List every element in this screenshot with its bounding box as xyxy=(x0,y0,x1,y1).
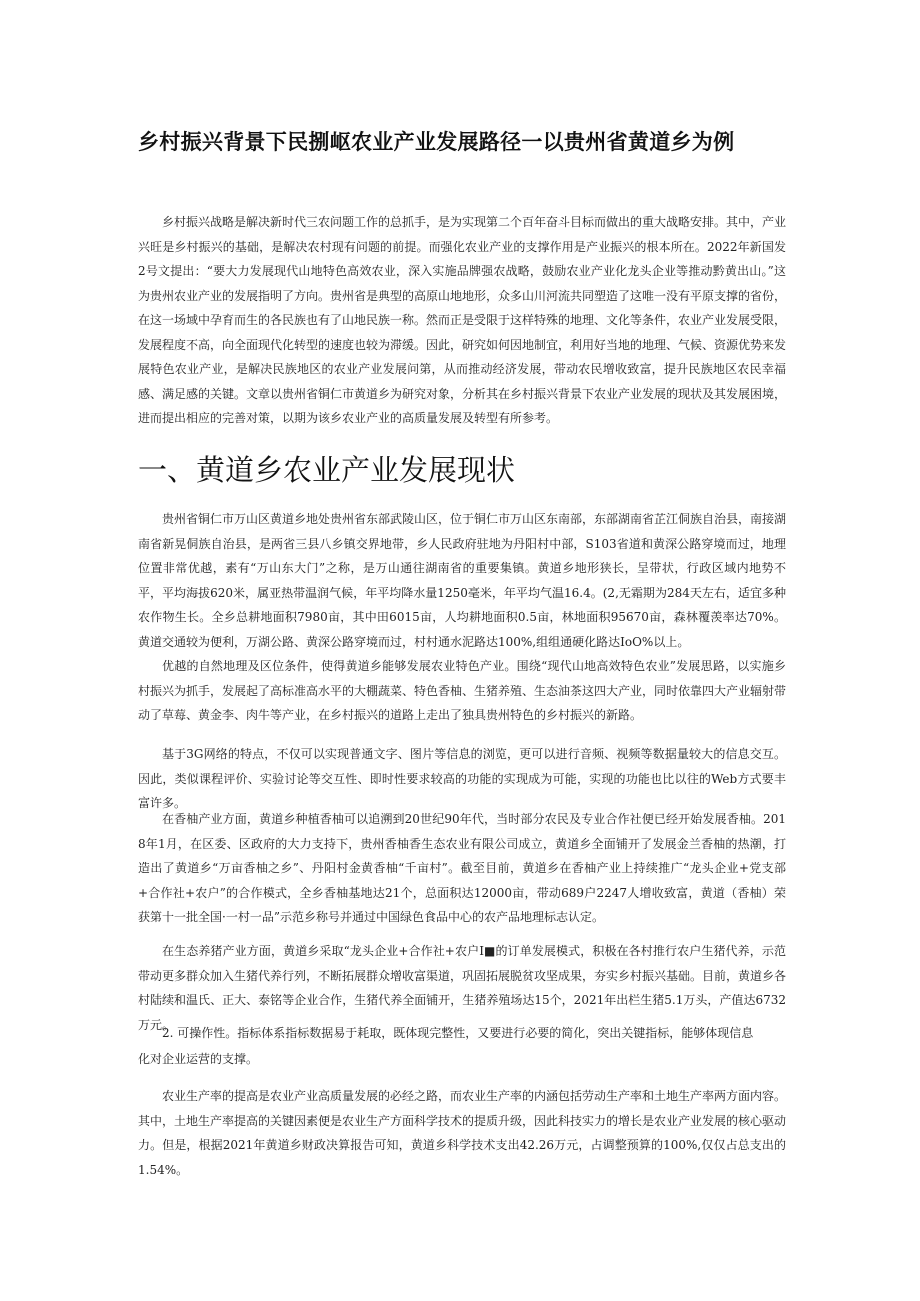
intro-paragraph: 乡村振兴战略是解决新时代三农问题工作的总抓手，是为实现第二个百年奋斗目标而做出的重大战略安排。其中，产业兴旺是乡村振兴的基础，是解决农村现有问题的前提。而强化农业产业的支撑作用是产业振兴的根本所在。2022年新国发2号文提出：“要大力发展现代山地特色高效农业，深入实施品牌强农战略，鼓励农业产业化龙头企业等推动黔黄出山。”这为贵州农业产业的发展指明了方向。贵州省是典型的高原山地地形，众多山川河流共同塑造了这唯一没有平原支撑的省份，在这一场域中孕育而生的各民族也有了山地民族一称。然而正是受限于这样特殊的地理、文化等条件，农业产业发展受限，发展程度不高，向全面现代化转型的速度也较为滞缓。因此，研究如何因地制宜，利用好当地的地理、气候、资源优势来发展特色农业产业，是解决民族地区的农业产业发展问第，从而推动经济发展，带动农民增收致富，提升民族地区农民幸福感、满足感的关键。文章以贵州省铜仁市黄道乡为研究对象，分析其在乡村振兴背景下农业产业发展的现状及其发展困境，进而提出相应的完善对策，以期为该乡农业产业的高质量发展及转型有所参考。 xyxy=(138,215,787,425)
document-title: 乡村振兴背景下民捌岖农业产业发展路径一以贵州省黄道乡为例 xyxy=(138,130,735,154)
pig-farming-paragraph: 在生态养猪产业方面，黄道乡采取“龙头企业+合作社+农户I■的订单发展模式，积极在各村推行农户生猪代养，示范带动更多群众加入生猪代养行列，不断拓展群众增收富渠道，巩固拓展脱贫攻坚成果，夯实乡村振兴基础。目前，黄道乡各村陆续和温氏、正大、泰铭等企业合作，生猪代养全面铺开，生猪养殖场达15个，2021年出栏生猪5.1万头，产值达6732万元。 xyxy=(138,944,787,1032)
operability-continuation: 化对企业运营的支撑。 xyxy=(138,1052,259,1066)
productivity-paragraph: 农业生产率的提高是农业产业高质量发展的必经之路，而农业生产率的内涵包括劳动生产率和土地生产率两方面内容。其中，土地生产率提高的关键因素便是农业生产方面科学技术的提质升级，因此科技实力的增长是农业产业发展的核心驱动力。但是，根据2021年黄道乡财政决算报告可知，黄道乡科学技术支出42.26万元，占调整预算的100%,仅仅占总支出的1.54%。 xyxy=(138,1089,787,1177)
section-heading: 一、黄道乡农业产业发展现状 xyxy=(138,453,516,487)
operability-paragraph: 2. 可操作性。指标体系指标数据易于耗取，既体现完整性，又要进行必要的简化，突出关键指标，能够体现信息 xyxy=(162,1026,754,1040)
network-paragraph: 基于3G网络的特点，不仅可以实现普通文字、图片等信息的浏览，更可以进行音频、视频等数据量较大的信息交互。因此，类似课程评价、实验讨论等交互性、即时性要求较高的功能的实现成为可能，实现的功能也比以往的Web方式要丰富许多。 xyxy=(138,747,786,810)
pomelo-paragraph: 在香柚产业方面，黄道乡种植香柚可以追溯到20世纪90年代，当时部分农民及专业合作社便已经开始发展香柚。2018年1月，在区委、区政府的大力支持下，贵州香柚香生态农业有限公司成立，黄道乡全面铺开了发展金兰香柚的热潮，打造出了黄道乡“万亩香柚之乡”、丹阳村金黄香柚“千亩村”。截至目前，黄道乡在香柚产业上持续推广“龙头企业+党支部+合作社+农户”的合作模式，全乡香柚基地达21个，总面积达12000亩，带动689户2247人增收致富，黄道（香柚）荣获第十一批全国·一村一品”示范乡称号并通过中国绿色食品中心的农产品地理标志认定。 xyxy=(138,812,786,924)
conditions-paragraph: 优越的自然地理及区位条件，使得黄道乡能够发展农业特色产业。围绕“现代山地高效特色农业”发展思路，以实施乡村振兴为抓手，发展起了高标准高水平的大棚蔬菜、特色香柚、生猪养殖、生态油茶这四大产业，同时依靠四大产业辐射带动了草莓、黄金李、肉牛等产业，在乡村振兴的道路上走出了独具贵州特色的乡村振兴的新路。 xyxy=(138,659,787,722)
location-paragraph: 贵州省铜仁市万山区黄道乡地处贵州省东部武陵山区，位于铜仁市万山区东南部，东部湖南省芷江侗族自治县，南接湖南省新晃侗族自治县，是两省三县八乡镇交界地带，乡人民政府驻地为丹阳村中部，S103省道和黄深公路穿境而过，地理位置非常优越，素有“万山东大门”之称，是万山通往湖南省的重要集镇。黄道乡地形狭长，呈带状，行政区域内地势不平，平均海拔620米，属亚热带温润气候，年平均降水量1250毫米，年平均气温16.4。(2,无霜期为284天左右，适宜多种农作物生长。全乡总耕地面积7980亩，其中田6015亩，人均耕地面积0.5亩，林地面积95670亩，森林覆羡率达70%。黄道交通较为便利，万湖公路、黄深公路穿境而过，村村通水泥路达100%,组组通硬化路达IoO%以上。 xyxy=(138,512,787,649)
